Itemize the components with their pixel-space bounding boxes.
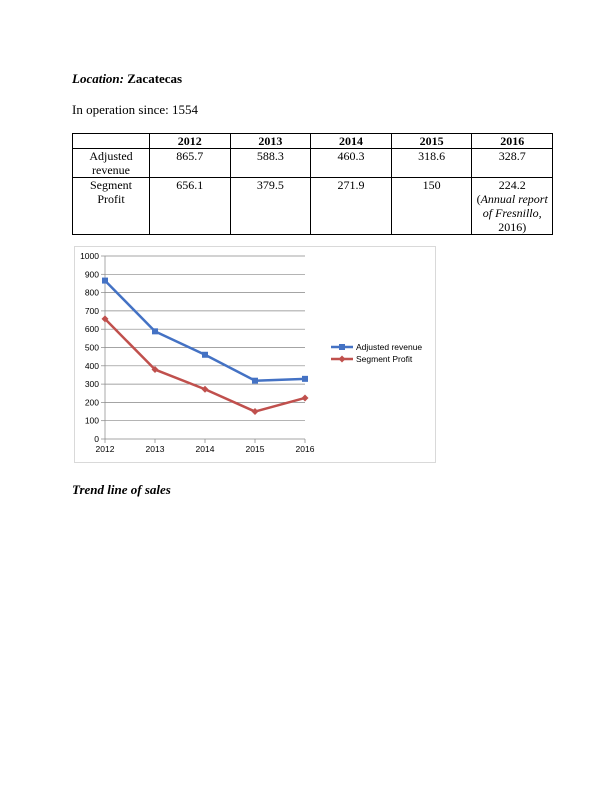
x-tick-label: 2013	[145, 444, 165, 454]
series-line-1	[105, 319, 305, 412]
chart-svg	[75, 247, 435, 462]
table-cell: 224.2	[498, 178, 526, 192]
legend-label: Segment Profit	[356, 354, 413, 364]
y-tick-label: 1000	[80, 251, 99, 261]
data-point	[152, 328, 158, 334]
operation-since: In operation since: 1554	[72, 102, 198, 117]
data-point	[302, 376, 308, 382]
table-header-cell: 2015	[391, 134, 472, 149]
y-tick-label: 600	[84, 324, 99, 335]
table-cell: 379.5	[230, 178, 311, 235]
legend-marker	[339, 344, 345, 350]
location-line	[72, 71, 182, 87]
financial-table	[72, 133, 553, 235]
data-point	[102, 278, 108, 284]
table-header-cell: 2014	[311, 134, 392, 149]
table-cell: 271.9	[311, 178, 392, 235]
table-cell-with-citation	[472, 178, 553, 235]
table-cell: 588.3	[230, 149, 311, 178]
y-tick-label: 300	[84, 379, 99, 390]
line-chart	[74, 246, 436, 463]
table-header-cell: 2012	[150, 134, 231, 149]
x-tick-label: 2014	[195, 444, 215, 454]
table-row	[73, 149, 553, 178]
table-header-cell	[73, 134, 150, 149]
citation-open: (	[476, 192, 481, 206]
location-value: Zacatecas	[127, 71, 183, 86]
y-tick-label: 200	[84, 397, 99, 408]
table-header-cell: 2016	[472, 134, 553, 149]
y-tick-label: 100	[84, 415, 99, 426]
legend-label: Adjusted revenue	[356, 342, 423, 352]
legend-marker	[339, 356, 346, 363]
citation	[475, 192, 549, 220]
citation-year: 2016)	[498, 220, 527, 234]
trend-heading: Trend line of sales	[72, 482, 171, 497]
table-cell: 460.3	[311, 149, 392, 178]
table-cell: 328.7	[472, 149, 553, 178]
x-tick-label: 2012	[95, 444, 115, 454]
y-tick-label: 0	[94, 434, 99, 444]
data-point	[252, 378, 258, 384]
data-point	[302, 394, 309, 401]
table-header-cell: 2013	[230, 134, 311, 149]
y-tick-label: 800	[84, 287, 99, 298]
y-tick-label: 900	[84, 269, 99, 280]
y-tick-label: 700	[84, 305, 99, 316]
x-tick-label: 2016	[295, 444, 315, 454]
citation-source: Annual report of Fresnillo,	[480, 192, 548, 220]
table-cell: 318.6	[391, 149, 472, 178]
row-label: Segment Profit	[73, 178, 150, 235]
location-label: Location:	[72, 71, 124, 86]
y-tick-label: 400	[84, 360, 99, 371]
table-cell: 865.7	[150, 149, 231, 178]
table-cell: 656.1	[150, 178, 231, 235]
y-tick-label: 500	[84, 342, 99, 353]
row-label: Adjusted revenue	[73, 149, 150, 178]
table-row	[73, 178, 553, 235]
table-cell: 150	[391, 178, 472, 235]
data-point	[202, 352, 208, 358]
table-header-row	[73, 134, 553, 149]
x-tick-label: 2015	[245, 444, 265, 454]
